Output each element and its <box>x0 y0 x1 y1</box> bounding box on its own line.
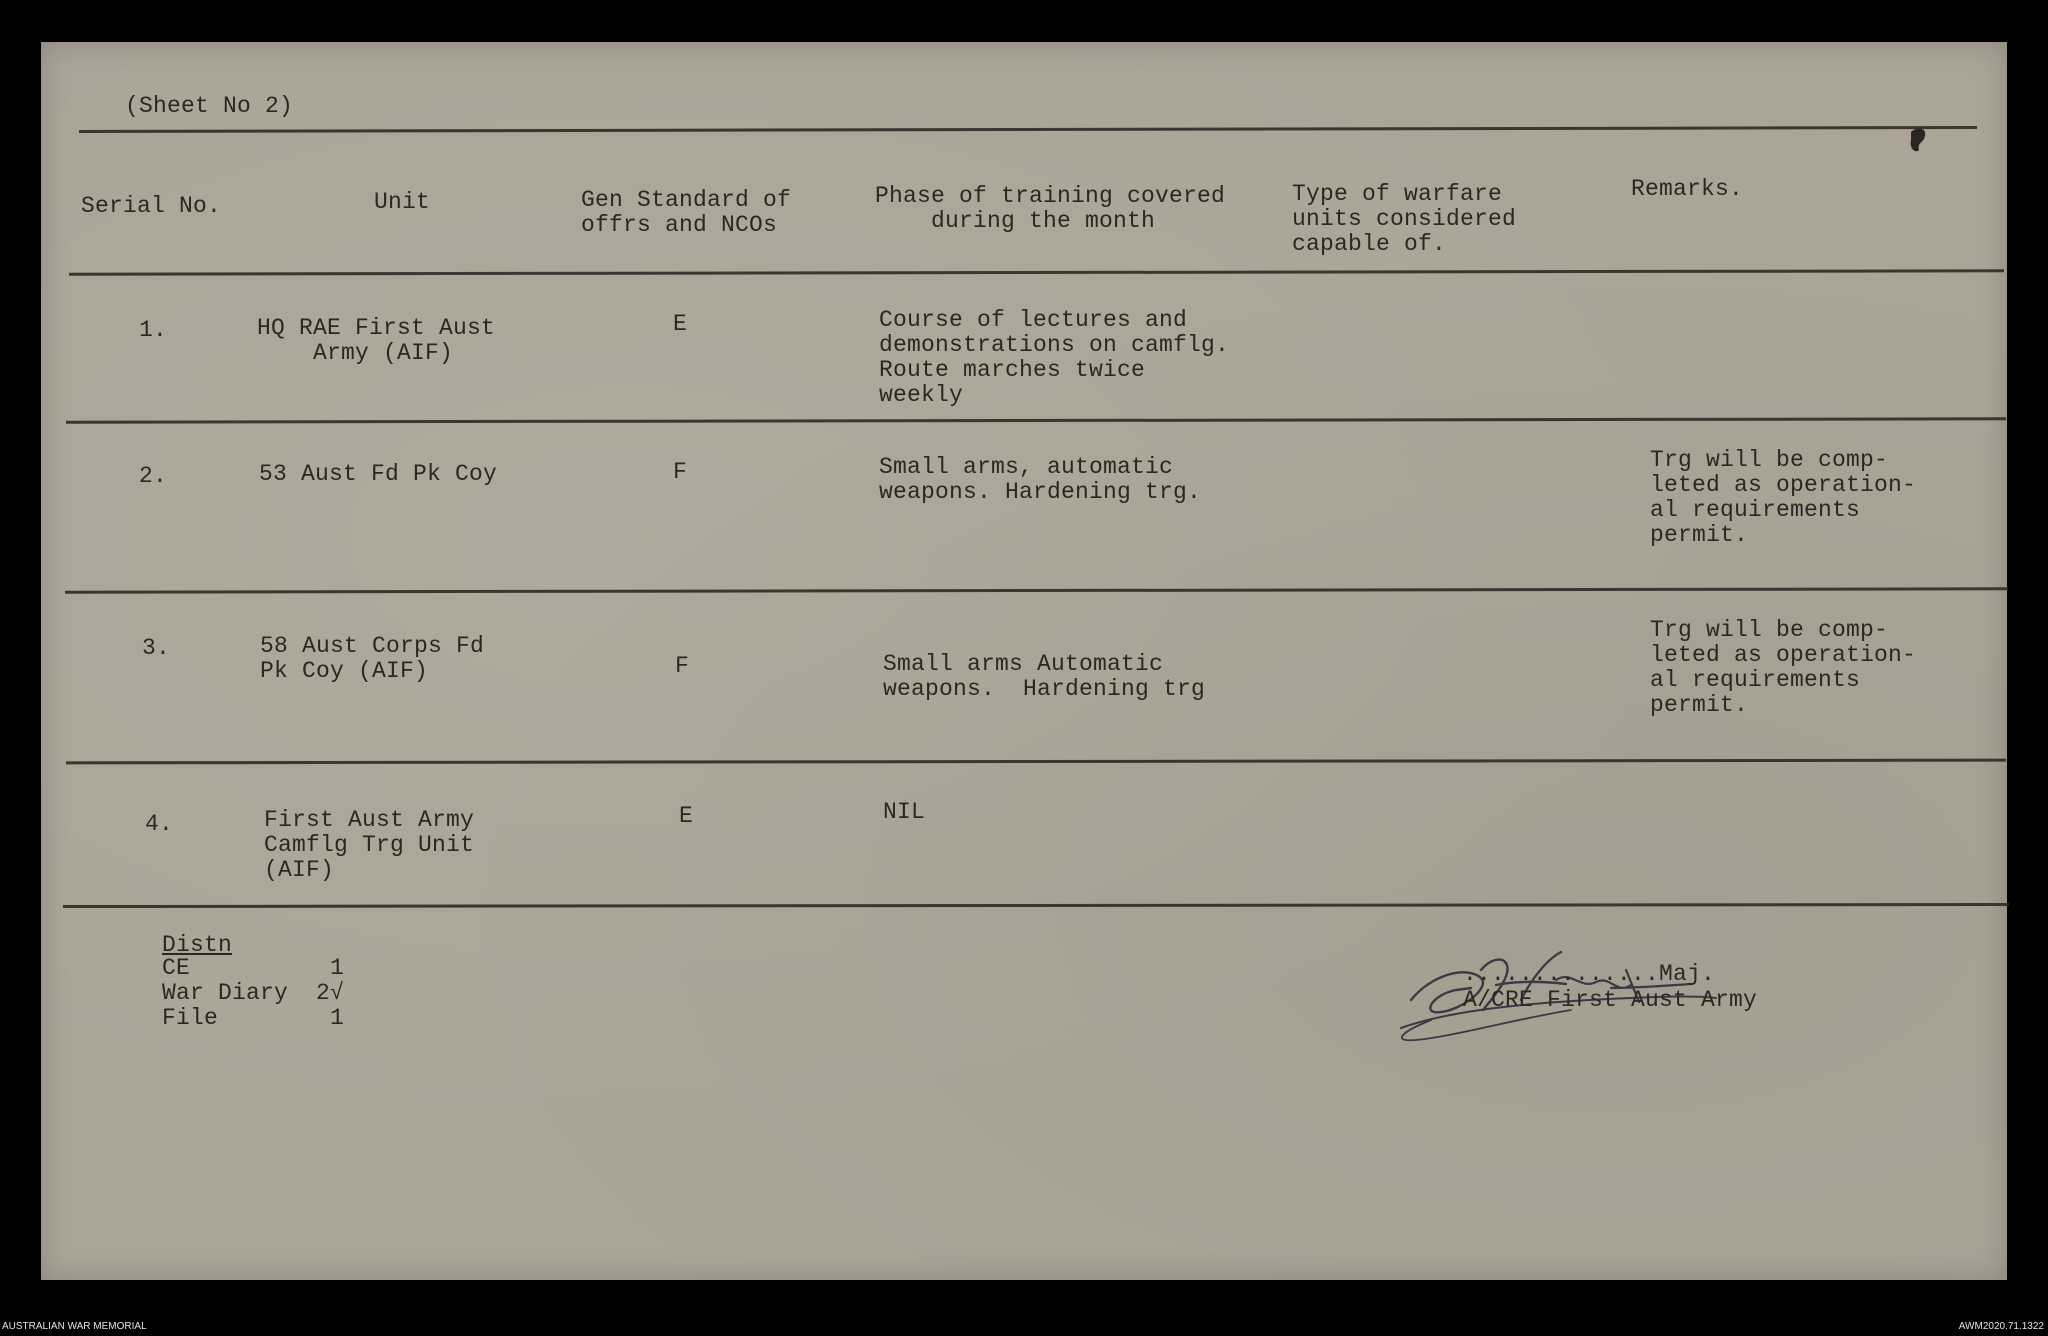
row-standard: E <box>679 803 694 829</box>
archive-footer-right: AWM2020.71.1322 <box>1958 1321 2044 1332</box>
header-bottom-rule <box>69 269 2004 275</box>
signatory-title: A/CRE First Aust Army <box>1463 987 1758 1013</box>
archive-footer-left: AUSTRALIAN WAR MEMORIAL <box>2 1321 147 1332</box>
row-phase: NIL <box>883 799 926 825</box>
row-unit: First Aust Army Camflg Trg Unit (AIF) <box>264 807 475 883</box>
header-phase-of-training: Phase of training covered during the month <box>875 183 1226 234</box>
document-sheet <box>41 42 2007 1280</box>
header-gen-standard: Gen Standard of offrs and NCOs <box>581 187 792 238</box>
ink-blot-mark <box>1903 124 1933 160</box>
row-phase: Small arms Automatic weapons. Hardening trg <box>883 651 1206 702</box>
row-standard: F <box>673 459 688 485</box>
row-serial: 1. <box>139 317 168 343</box>
row-unit: 53 Aust Fd Pk Coy <box>259 461 498 487</box>
row-remarks: Trg will be comp- leted as operation- al requirements permit. <box>1650 617 1917 718</box>
row-divider <box>65 587 2008 593</box>
header-remarks: Remarks. <box>1631 176 1744 202</box>
header-top-rule <box>79 126 1977 133</box>
row-phase: Small arms, automatic weapons. Hardening trg. <box>879 454 1202 505</box>
table-bottom-rule <box>63 903 2009 908</box>
row-standard: E <box>673 311 688 337</box>
row-divider <box>66 417 2006 423</box>
row-divider <box>66 759 2006 765</box>
row-phase: Course of lectures and demonstrations on camflg. Route marches twice weekly <box>879 307 1230 408</box>
row-serial: 2. <box>139 463 168 489</box>
row-serial: 4. <box>145 811 174 837</box>
row-standard: F <box>675 653 690 679</box>
header-serial-no: Serial No. <box>81 193 222 219</box>
sheet-number: (Sheet No 2) <box>125 93 294 119</box>
row-remarks: Trg will be comp- leted as operation- al requirements permit. <box>1650 447 1917 548</box>
row-serial: 3. <box>142 635 171 661</box>
row-unit: 58 Aust Corps Fd Pk Coy (AIF) <box>260 633 485 684</box>
distribution-list: CE 1 War Diary 2√ File 1 <box>162 955 345 1031</box>
header-unit: Unit <box>374 189 431 215</box>
distribution-title: Distn <box>162 932 233 958</box>
row-unit: HQ RAE First Aust Army (AIF) <box>257 315 496 366</box>
header-type-of-warfare: Type of warfare units considered capable of. <box>1292 181 1517 257</box>
signature-line: ..............Maj. <box>1463 961 1716 987</box>
